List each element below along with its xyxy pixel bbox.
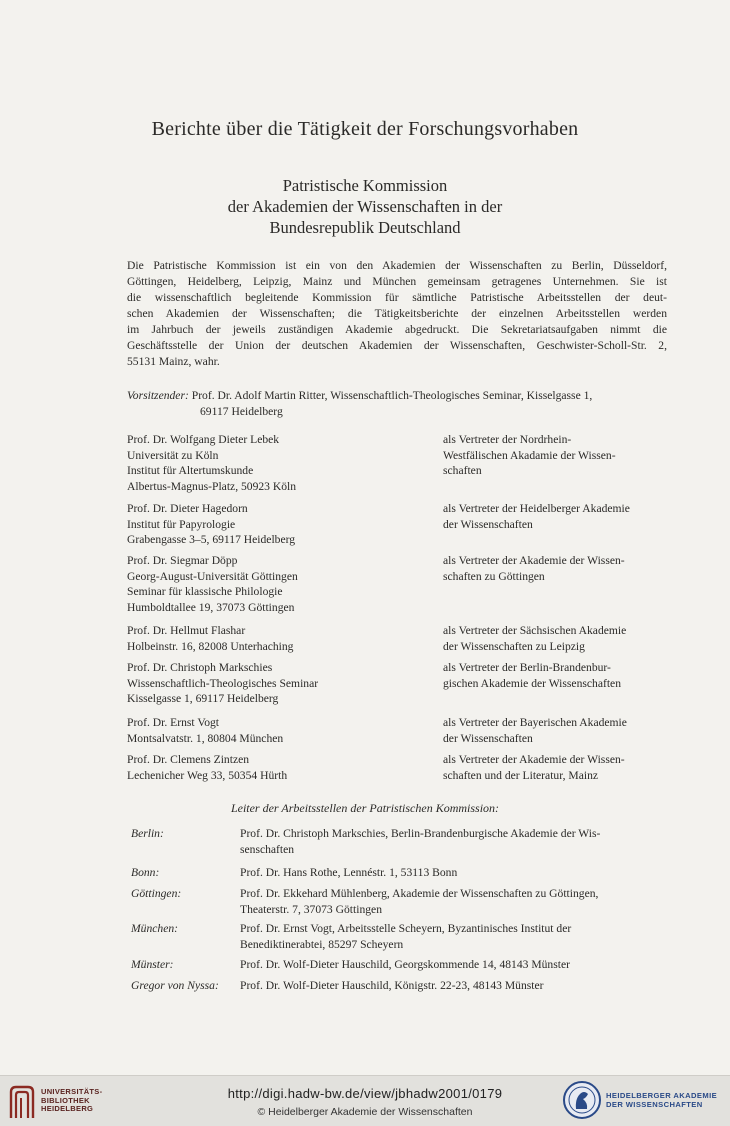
member-role [443,660,673,691]
member-line: Seminar für klassische Philologie [127,585,283,599]
member-line: Humboldtallee 19, 37073 Göttingen [127,600,295,614]
site-line: Prof. Dr. Ekkehard Mühlenberg, Akademie der Wissenschaften zu Göttingen, [240,887,599,900]
member-line: Grabengasse 3–5, 69117 Heidelberg [127,533,296,547]
member-line: Institut für Altertumskunde [127,464,254,478]
site-label: Bonn: [131,866,160,879]
logo-text-line: HEIDELBERG [41,1104,94,1113]
hadw-seal-icon[interactable] [562,1079,602,1121]
intro-paragraph [127,258,667,370]
site-label: Göttingen: [131,887,182,900]
role-line: Westfälischen Akadamie der Wissen- [443,448,616,462]
member-address [127,623,427,654]
hadw-logo-text [606,1091,717,1109]
permalink-url[interactable]: http://digi.hadw-bw.de/view/jbhadw2001/0179 [227,1086,503,1101]
role-line: schaften zu Göttingen [443,569,545,583]
copyright-notice: © Heidelberger Akademie der Wissenschaften [257,1106,473,1118]
member-role [443,501,673,532]
logo-text-line: BIBLIOTHEK [41,1095,90,1105]
intro-line: schen Akademien der Wissenschaften; die Tätigkeitsberichte der einzelnen Arbeitsstellen werden [127,307,667,320]
role-line: der Wissenschaften zu Leipzig [443,639,585,653]
member-address [127,715,427,746]
member-line: Montsalvatstr. 1, 80804 München [127,731,284,745]
intro-line: 55131 Mainz, wahr. [127,355,220,368]
member-address [127,432,427,494]
member-role [443,432,673,479]
intro-line: Göttingen, Heidelberg, Leipzig, Mainz und München gemeinsam getragenes Unternehmen. Sie ist [127,275,667,288]
site-line: Prof. Dr. Wolf-Dieter Hauschild, Georgskommende 14, 48143 Münster [240,958,570,971]
site-label: Berlin: [131,827,164,840]
site-line: Prof. Dr. Wolf-Dieter Hauschild, Königstr. 22-23, 48143 Münster [240,979,544,992]
intro-line: im Jahrbuch der jeweils zuständigen Akademie abgedruckt. Die Sekretariatsaufgaben nimmt die [127,323,667,336]
intro-line: die wissenschaftlich begleitende Kommission für sämtliche Patristische Arbeitsstellen der deut- [127,291,667,304]
intro-line: Die Patristische Kommission ist ein von den Akademien der Wissenschaften zu Berlin, Düsseldorf, [127,259,667,272]
site-value [240,865,670,881]
site-line: Prof. Dr. Christoph Markschies, Berlin-Brandenburgische Akademie der Wis- [240,827,601,840]
site-value [240,921,670,953]
site-label: München: [131,922,178,935]
chairman-label: Vorsitzender: [127,389,189,402]
member-line: Prof. Dr. Christoph Markschies [127,661,273,674]
site-value [240,826,670,858]
role-line: der Wissenschaften [443,731,533,745]
role-line: schaften und der Literatur, Mainz [443,768,599,782]
viewer-footer [0,1075,730,1126]
intro-line: Geschäftsstelle der Union der deutschen Akademien der Wissenschaften, Geschwister-Scholl-Str. 2, [127,339,667,352]
role-line: als Vertreter der Berlin-Brandenbur- [443,661,611,674]
site-line: Benediktinerabtei, 85297 Scheyern [240,938,404,951]
member-role [443,623,673,654]
role-line: gischen Akademie der Wissenschaften [443,676,621,690]
role-line: als Vertreter der Bayerischen Akademie [443,716,627,729]
site-line: Prof. Dr. Ernst Vogt, Arbeitsstelle Scheyern, Byzantinisches Institut der [240,922,572,935]
chairman-line: 69117 Heidelberg [200,405,283,418]
member-address [127,660,427,707]
role-line: als Vertreter der Nordrhein- [443,433,572,446]
site-value [240,886,670,918]
role-line: als Vertreter der Heidelberger Akademie [443,502,630,515]
site-value [240,978,670,994]
member-address [127,752,427,783]
site-label: Münster: [131,958,174,971]
chairman-entry [127,388,672,420]
subtitle-line: Patristische Kommission [282,176,448,195]
member-line: Prof. Dr. Hellmut Flashar [127,624,246,637]
member-line: Lechenicher Weg 33, 50354 Hürth [127,768,288,782]
member-line: Holbeinstr. 16, 82008 Unterhaching [127,639,294,653]
site-line: senschaften [240,843,295,856]
member-line: Kisselgasse 1, 69117 Heidelberg [127,692,279,706]
logo-text-line: HEIDELBERGER AKADEMIE [606,1091,718,1100]
member-line: Institut für Papyrologie [127,517,236,531]
member-role [443,752,673,783]
member-line: Wissenschaftlich-Theologisches Seminar [127,676,319,690]
member-line: Georg-August-Universität Göttingen [127,569,298,583]
member-line: Prof. Dr. Ernst Vogt [127,716,220,729]
member-line: Prof. Dr. Wolfgang Dieter Lebek [127,433,280,446]
member-address [127,501,427,548]
site-value [240,957,670,973]
role-line: als Vertreter der Akademie der Wissen- [443,753,625,766]
role-line: schaften [443,464,482,478]
member-role [443,553,673,584]
role-line: der Wissenschaften [443,517,533,531]
member-line: Universität zu Köln [127,448,219,462]
member-line: Prof. Dr. Clemens Zintzen [127,753,250,766]
member-line: Prof. Dr. Dieter Hagedorn [127,502,248,515]
subtitle-line: Bundesrepublik Deutschland [269,218,461,237]
site-line: Theaterstr. 7, 37073 Göttingen [240,903,382,916]
role-line: als Vertreter der Akademie der Wissen- [443,554,625,567]
commission-heading [0,175,730,238]
logo-text-line: UNIVERSITÄTS- [41,1087,103,1096]
member-role [443,715,673,746]
site-label: Gregor von Nyssa: [131,979,219,992]
member-line: Prof. Dr. Siegmar Döpp [127,554,238,567]
role-line: als Vertreter der Sächsischen Akademie [443,624,627,637]
member-address [127,553,427,615]
member-line: Albertus-Magnus-Platz, 50923 Köln [127,479,297,493]
logo-text-line: DER WISSENSCHAFTEN [606,1100,703,1109]
chairman-line: Prof. Dr. Adolf Martin Ritter, Wissenschaftlich-Theologisches Seminar, Kisselgasse 1, [191,389,593,402]
subtitle-line: der Akademien der Wissenschaften in der [227,197,503,216]
page-title: Berichte über die Tätigkeit der Forschungsvorhaben [151,118,579,140]
site-line: Prof. Dr. Hans Rothe, Lennéstr. 1, 53113 Bonn [240,866,458,879]
section-heading: Leiter der Arbeitsstellen der Patristischen Kommission: [230,801,500,815]
